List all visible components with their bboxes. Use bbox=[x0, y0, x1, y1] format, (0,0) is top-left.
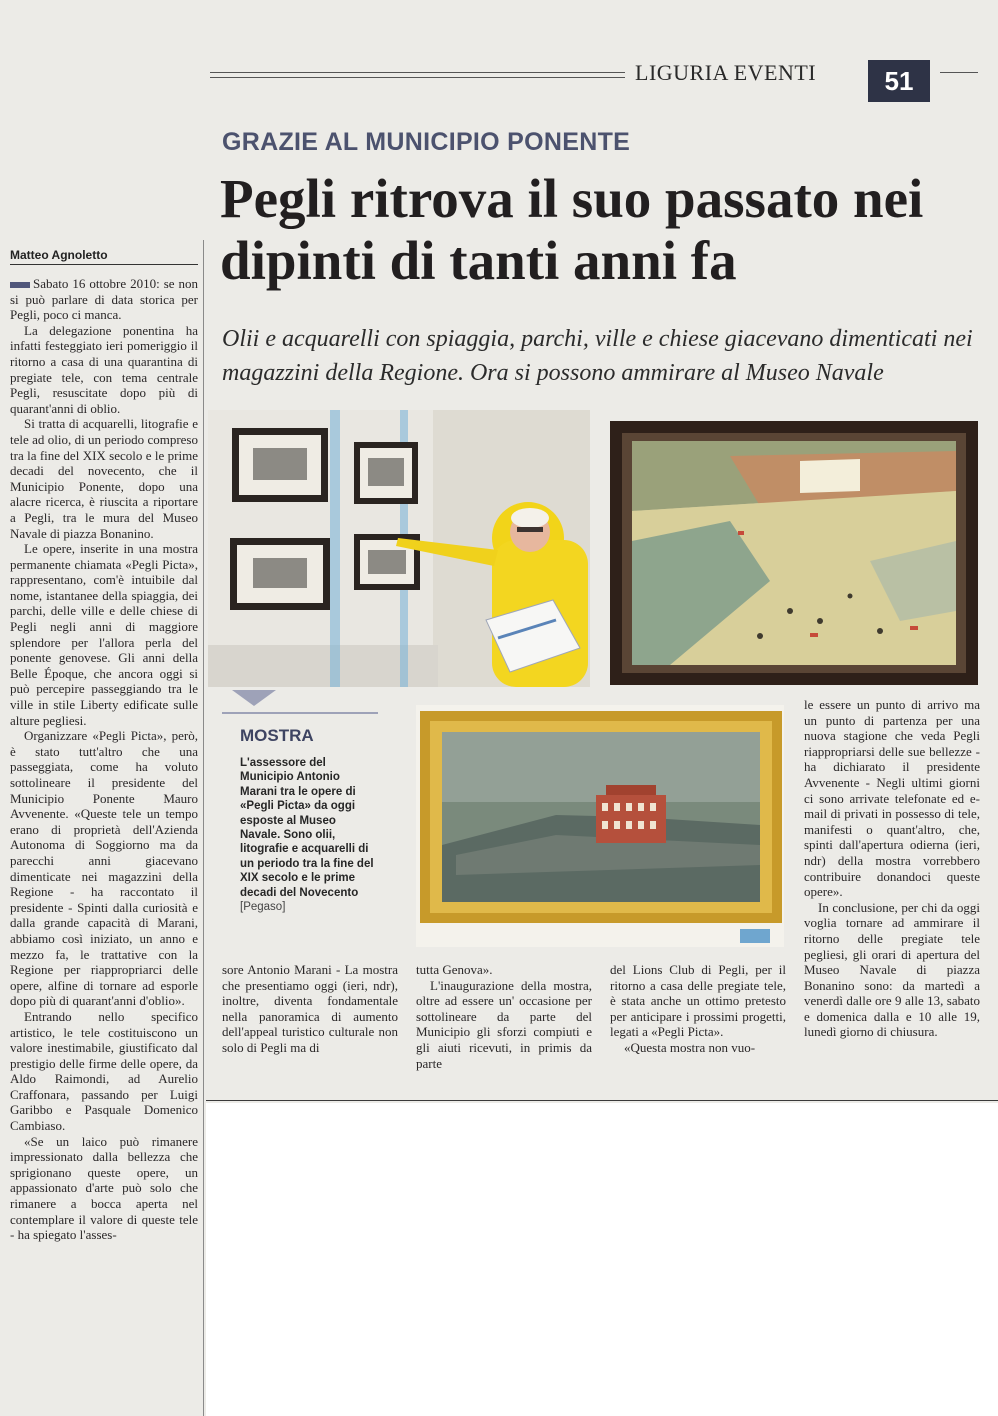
headline: Pegli ritrova il suo passato nei dipinti di tanti anni fa bbox=[220, 168, 924, 291]
photo-exhibition-visitor-illustration bbox=[208, 410, 590, 687]
villa-painting-illustration bbox=[416, 705, 784, 947]
caption-arrow-icon bbox=[232, 690, 276, 706]
paragraph: «Se un laico può rimanere impressionato dalla bellezza che sprigionano queste opere, un appassionato d'arte può solo che rimanere a bocca aperta nel contemplare il valore di queste tele - ha spiegato l'asses- bbox=[10, 1133, 198, 1243]
caption-label: MOSTRA bbox=[240, 726, 314, 745]
paragraph: Entrando nello specifico artistico, le tele costituiscono un valore inestimabile, giustificato dal prestigio delle firme delle opere, da Aldo Raimondi, ad Aurelio Craffonara, passando per Luigi Garibbo e Pasquale Domenico Cambiaso. bbox=[10, 1008, 198, 1134]
paragraph: le essere un punto di arrivo ma un punto di partenza per una nuova stagione che veda Pegli riappropriarsi delle sue bellezze - ha dichiarato il presidente Avvenente - Negli ultimi giorni ci sono arrivate telefonate ed e-mail di privati in possesso di tele, manifesti o quant'altro, che, spinti dall'apertura odierna (ieri, ndr) della mostra vorrebbero contribuire donandoci queste opere». bbox=[804, 697, 980, 900]
paragraph: sore Antonio Marani - La mostra che presentiamo oggi (ieri, ndr), inoltre, diventa fondamentale nella panoramica di aumento dell'appeal turistico culturale non solo di Pegli ma di bbox=[222, 962, 398, 1055]
article-column-3 bbox=[416, 962, 592, 1071]
paragraph: Sabato 16 ottobre 2010: se non si può parlare di data storica per Pegli, poco ci manca. bbox=[10, 276, 198, 323]
article-column-5 bbox=[804, 697, 980, 1040]
paragraph: del Lions Club di Pegli, per il ritorno a casa delle pregiate tele, è stata anche un ottimo pretesto per anticipare i prossimi progetti, legati a «Pegli Picta». bbox=[610, 962, 786, 1040]
paragraph: Le opere, inserite in una mostra permanente chiamata «Pegli Picta», rappresentano, com'è intuibile dal nome, istantanee della spiaggia, dei parchi, delle ville e delle chiese di Pegli negli anni di maggiore splendore per l'allora perla del ponente genovese. Gli anni della Belle Époque, che ancora oggi si può percepire passeggiando tra le ville in stile Liberty edificate sulle alture pegliesi. bbox=[10, 541, 198, 728]
paragraph: La delegazione ponentina ha infatti festeggiato ieri pomeriggio il ritorno a casa di una quarantina di pregiate tele, con tema centrale Pegli, resuscitate dopo più di quarant'anni di oblio. bbox=[10, 322, 198, 416]
header-rule-right bbox=[940, 72, 978, 73]
paragraph: tutta Genova». bbox=[416, 962, 493, 977]
photo-beach-painting bbox=[610, 421, 978, 685]
section-title: LIGURIA EVENTI bbox=[635, 60, 817, 85]
photo-villa-painting bbox=[416, 705, 784, 947]
page-bottom-rule bbox=[206, 1100, 998, 1101]
article-column-2 bbox=[222, 962, 398, 1056]
paragraph: «Questa mostra non vuo- bbox=[624, 1039, 756, 1055]
bullet-marker bbox=[10, 282, 30, 288]
photo-caption bbox=[240, 756, 378, 914]
byline-rule bbox=[10, 264, 198, 265]
kicker: GRAZIE AL MUNICIPIO PONENTE bbox=[222, 128, 631, 156]
photo-exhibition-visitor bbox=[208, 410, 590, 687]
photo-credit: [Pegaso] bbox=[240, 901, 286, 914]
paragraph: Organizzare «Pegli Picta», però, è stato tutt'altro che una passeggiata, come ha voluto sottolineare il presidente del Municipio Ponente Mauro Avvenente. «Queste tele un tempo erano di proprietà dell'Azienda Autonoma di Soggiorno ma da parecchi anni giacevano dimenticate nei magazzini della Regione - ha raccontato il presidente - Spinti dalla curiosità e dalla grande capacità di Marani, abbiamo così iniziato, un anno e mezzo fa, le trattative con la Regione per riappropriarci delle opere, alfine di tornare ad esporle dopo più di quarant'anni d'oblio». bbox=[10, 728, 198, 1009]
caption-text: L'assessore del Municipio Antonio Marani tra le opere di «Pegli Picta» da oggi esposte al Museo Navale. Sono olii, litografie e acquarelli di un periodo tra la fine del XIX secolo e le prime decadi del Novecento bbox=[240, 757, 374, 899]
beach-painting-illustration bbox=[610, 421, 978, 685]
caption-rule bbox=[222, 712, 378, 714]
header-rule-top bbox=[210, 72, 625, 73]
article-column-4 bbox=[610, 962, 786, 1056]
paragraph: Si tratta di acquarelli, litografie e tele ad olio, di un periodo compreso tra la fine del XIX secolo e le prime decadi del novecento, che il Municipio Ponente, dopo una alacre ricerca, è riuscita a riportare a Pegli, tra le mura del Museo Navale di piazza Bonanino. bbox=[10, 416, 198, 541]
paragraph: L'inaugurazione della mostra, oltre ad essere un' occasione per sottolineare da parte del Municipio gli sforzi compiuti e gli aiuti ricevuti, in primis da parte bbox=[416, 977, 592, 1071]
author-byline: Matteo Agnoletto bbox=[10, 248, 108, 262]
page-number: 51 bbox=[868, 60, 930, 102]
column-divider bbox=[203, 240, 204, 1416]
paragraph: In conclusione, per chi da oggi voglia tornare ad ammirare il ritorno delle pregiate tele pegliesi, gli orari di apertura del Museo Navale di piazza Bonanino sono: da martedì a venerdì dalle ore 9 alle 13, sabato e domenica dalla e 10 alle 19, lunedì giorno di chiusura. bbox=[804, 899, 980, 1040]
subheadline: Olii e acquarelli con spiaggia, parchi, ville e chiese giacevano dimenticati nei magazzini della Regione. Ora si possono ammirare al Museo Navale bbox=[222, 326, 973, 386]
article-column-1 bbox=[10, 276, 198, 1243]
header-rule-bottom bbox=[210, 77, 625, 78]
